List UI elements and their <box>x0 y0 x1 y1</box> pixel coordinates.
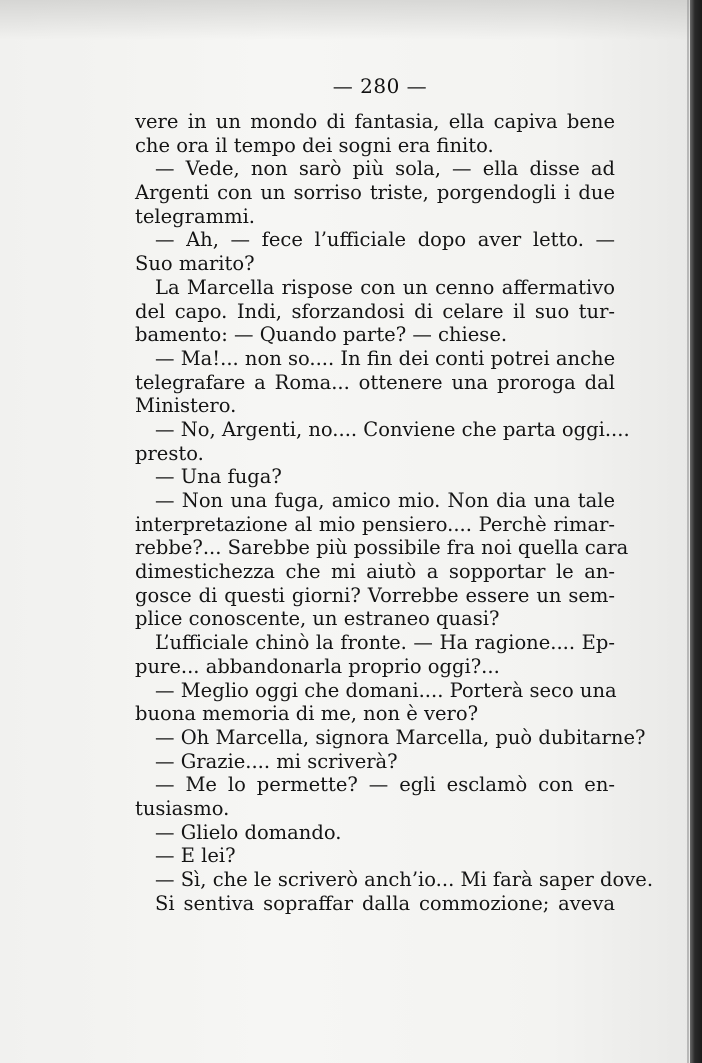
text-line: — Non una fuga, amico mio. Non dia una tale <box>155 489 615 512</box>
text-line: Si sentiva sopraffar dalla commozione; aveva <box>155 891 615 915</box>
text-line: telegrammi. <box>135 204 255 228</box>
text-line: — Ah, — fece l’ufficiale dopo aver letto. — <box>155 228 615 252</box>
text-line: — Meglio oggi che domani.... Porterà seco una <box>155 678 617 702</box>
text-line: — Una fuga? <box>155 465 282 489</box>
text-line: Ministero. <box>135 394 237 418</box>
text-line: plice conoscente, un estraneo quasi? <box>135 607 500 631</box>
text-line: telegrafare a Roma... ottenere una proroga dal <box>135 370 615 394</box>
text-line: buona memoria di me, non è vero? <box>135 702 479 726</box>
text-line: — Glielo domando. <box>155 820 342 844</box>
text-line: Argenti con un sorriso triste, porgendogli i due <box>135 181 615 205</box>
text-line: L’ufficiale chinò la fronte. — Ha ragione.... Ep- <box>155 631 615 655</box>
text-line: bamento: — Quando parte? — chiese. <box>135 323 508 347</box>
text-line: — Grazie.... mi scriverà? <box>155 749 398 773</box>
text-line: La Marcella rispose con un cenno affermativo <box>155 275 615 299</box>
text-line: presto. <box>135 441 204 465</box>
text-line: tusiasmo. <box>135 796 230 820</box>
text-line: — Sì, che le scriverò anch’io... Mi farà saper dove. <box>155 868 654 891</box>
text-line: Suo marito? <box>135 252 255 276</box>
page-edge-line <box>687 0 689 1063</box>
text-line: — Vede, non sarò più sola, — ella disse ad <box>155 157 615 181</box>
page-number: — 280 — <box>332 74 428 98</box>
page-shading <box>0 0 690 40</box>
text-line: — Me lo permette? — egli esclamò con en- <box>155 773 615 797</box>
text-line: — No, Argenti, no.... Conviene che parta oggi.... <box>155 417 630 441</box>
text-line: interpretazione al mio pensiero.... Perchè rimar- <box>135 512 615 536</box>
text-line: vere in un mondo di fantasia, ella capiva bene <box>135 110 615 133</box>
text-line: che ora il tempo dei sogni era finito. <box>135 133 494 157</box>
text-line: — Oh Marcella, signora Marcella, può dubitarne? <box>155 725 646 749</box>
text-line: — E lei? <box>155 844 236 868</box>
body-text <box>135 110 654 915</box>
text-line: — Ma!... non so.... In fin dei conti potrei anche <box>155 346 616 370</box>
text-line: dimestichezza che mi aiutò a sopportar le an- <box>135 560 615 584</box>
book-spine-edge <box>690 0 702 1063</box>
text-line: rebbe?... Sarebbe più possibile fra noi quella cara <box>135 536 629 560</box>
text-line: gosce di questi giorni? Vorrebbe essere un sem- <box>135 583 615 607</box>
text-line: del capo. Indi, sforzandosi di celare il suo tur- <box>135 299 615 323</box>
text-line: pure... abbandonarla proprio oggi?... <box>135 654 500 678</box>
